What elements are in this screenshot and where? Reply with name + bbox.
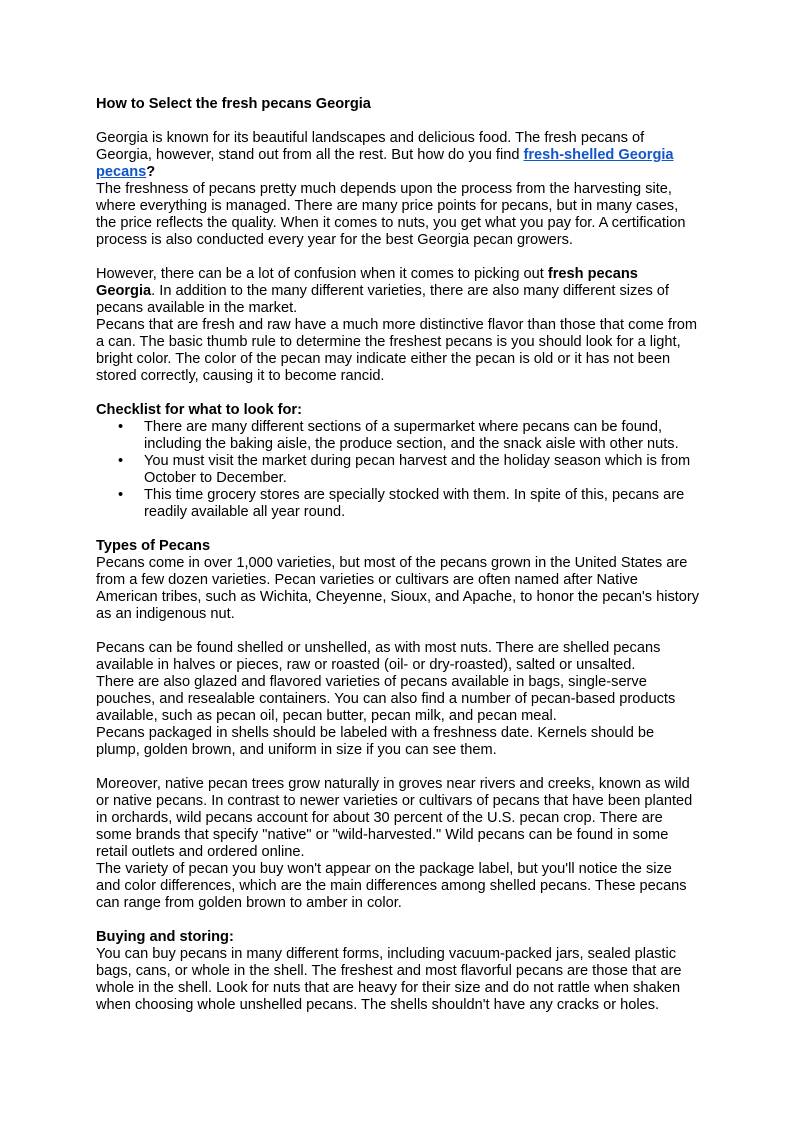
bullet-icon: • <box>118 453 124 469</box>
types-paragraph-2: Pecans can be found shelled or unshelled, as with most nuts. There are shelled pecans available in halves or pieces, raw or roasted (oil- or dry-roasted), salted or unsalted. <box>96 640 661 673</box>
list-item-text: There are many different sections of a supermarket where pecans can be found, including the baking aisle, the produce section, and the snack aisle with other nuts. <box>144 419 679 452</box>
confusion-paragraph-2: Pecans that are fresh and raw have a much more distinctive flavor than those that come from a can. The basic thumb rule to determine the freshest pecans is you should look for a light, bright color. The color of the pecan may indicate either the pecan is old or it has not been stored correctly, causing it to become rancid. <box>96 317 698 384</box>
list-item <box>118 419 700 453</box>
list-item-text: This time grocery stores are specially stocked with them. In spite of this, pecans are readily available all year round. <box>144 487 685 520</box>
intro-question-mark: ? <box>146 164 156 180</box>
checklist-heading: Checklist for what to look for: <box>96 402 302 418</box>
document-page <box>96 96 700 1014</box>
types-paragraph-3: There are also glazed and flavored varieties of pecans available in bags, single-serve pouches, and resealable containers. You can also find a number of pecan-based products available, such as pecan oil, pecan butter, pecan milk, and pecan meal. <box>96 674 676 724</box>
bullet-icon: • <box>118 419 124 435</box>
types-heading: Types of Pecans <box>96 538 211 554</box>
types-paragraph-1: Pecans come in over 1,000 varieties, but most of the pecans grown in the United States are from a few dozen varieties. Pecan varieties or cultivars are often named after Native American tribes, such as Wichita, Cheyenne, Sioux, and Apache, to honor the pecan's history as an indigenous nut. <box>96 555 700 622</box>
bullet-icon: • <box>118 487 124 503</box>
fresh-shelled-pecans-link[interactable]: fresh-shelled Georgia pecans <box>96 147 674 180</box>
buying-paragraph-1: You can buy pecans in many different forms, including vacuum-packed jars, sealed plastic bags, cans, or whole in the shell. The freshest and most flavorful pecans are those that are whole in the shell. Look for nuts that are heavy for their size and do not rattle when shaken when choosing whole unshelled pecans. The shells shouldn't have any cracks or holes. <box>96 946 682 1013</box>
list-item <box>118 453 700 487</box>
intro-paragraph-2: The freshness of pecans pretty much depends upon the process from the harvesting site, where everything is managed. There are many price points for pecans, but in many cases, the price reflects the quality. When it comes to nuts, you get what you pay for. A certification process is also conducted every year for the best Georgia pecan growers. <box>96 181 686 248</box>
page-title: How to Select the fresh pecans Georgia <box>96 96 371 112</box>
intro-paragraph-1 <box>96 130 700 181</box>
types-paragraph-4: Pecans packaged in shells should be labeled with a freshness date. Kernels should be plump, golden brown, and uniform in size if you can see them. <box>96 725 655 758</box>
confusion-text-before: However, there can be a lot of confusion when it comes to picking out <box>96 266 548 282</box>
confusion-text-after: . In addition to the many different varieties, there are also many different sizes of pecans available in the market. <box>96 283 669 316</box>
list-item <box>118 487 700 521</box>
types-paragraph-5: Moreover, native pecan trees grow naturally in groves near rivers and creeks, known as wild or native pecans. In contrast to newer varieties or cultivars of pecans that have been planted in orchards, wild pecans account for about 30 percent of the U.S. pecan crop. There are some brands that specify "native" or "wild-harvested." Wild pecans can be found in some retail outlets and ordered online. <box>96 776 693 860</box>
intro-text-before-link: Georgia is known for its beautiful landscapes and delicious food. The fresh pecans of Georgia, however, stand out from all the rest. But how do you find <box>96 130 645 163</box>
types-paragraph-6: The variety of pecan you buy won't appear on the package label, but you'll notice the size and color differences, which are the main differences among shelled pecans. These pecans can range from golden brown to amber in color. <box>96 861 687 911</box>
checklist <box>96 419 700 521</box>
list-item-text: You must visit the market during pecan harvest and the holiday season which is from October to December. <box>144 453 691 486</box>
confusion-paragraph-1 <box>96 266 700 317</box>
buying-heading: Buying and storing: <box>96 929 234 945</box>
fresh-pecans-georgia-bold: fresh pecans Georgia <box>96 266 638 299</box>
